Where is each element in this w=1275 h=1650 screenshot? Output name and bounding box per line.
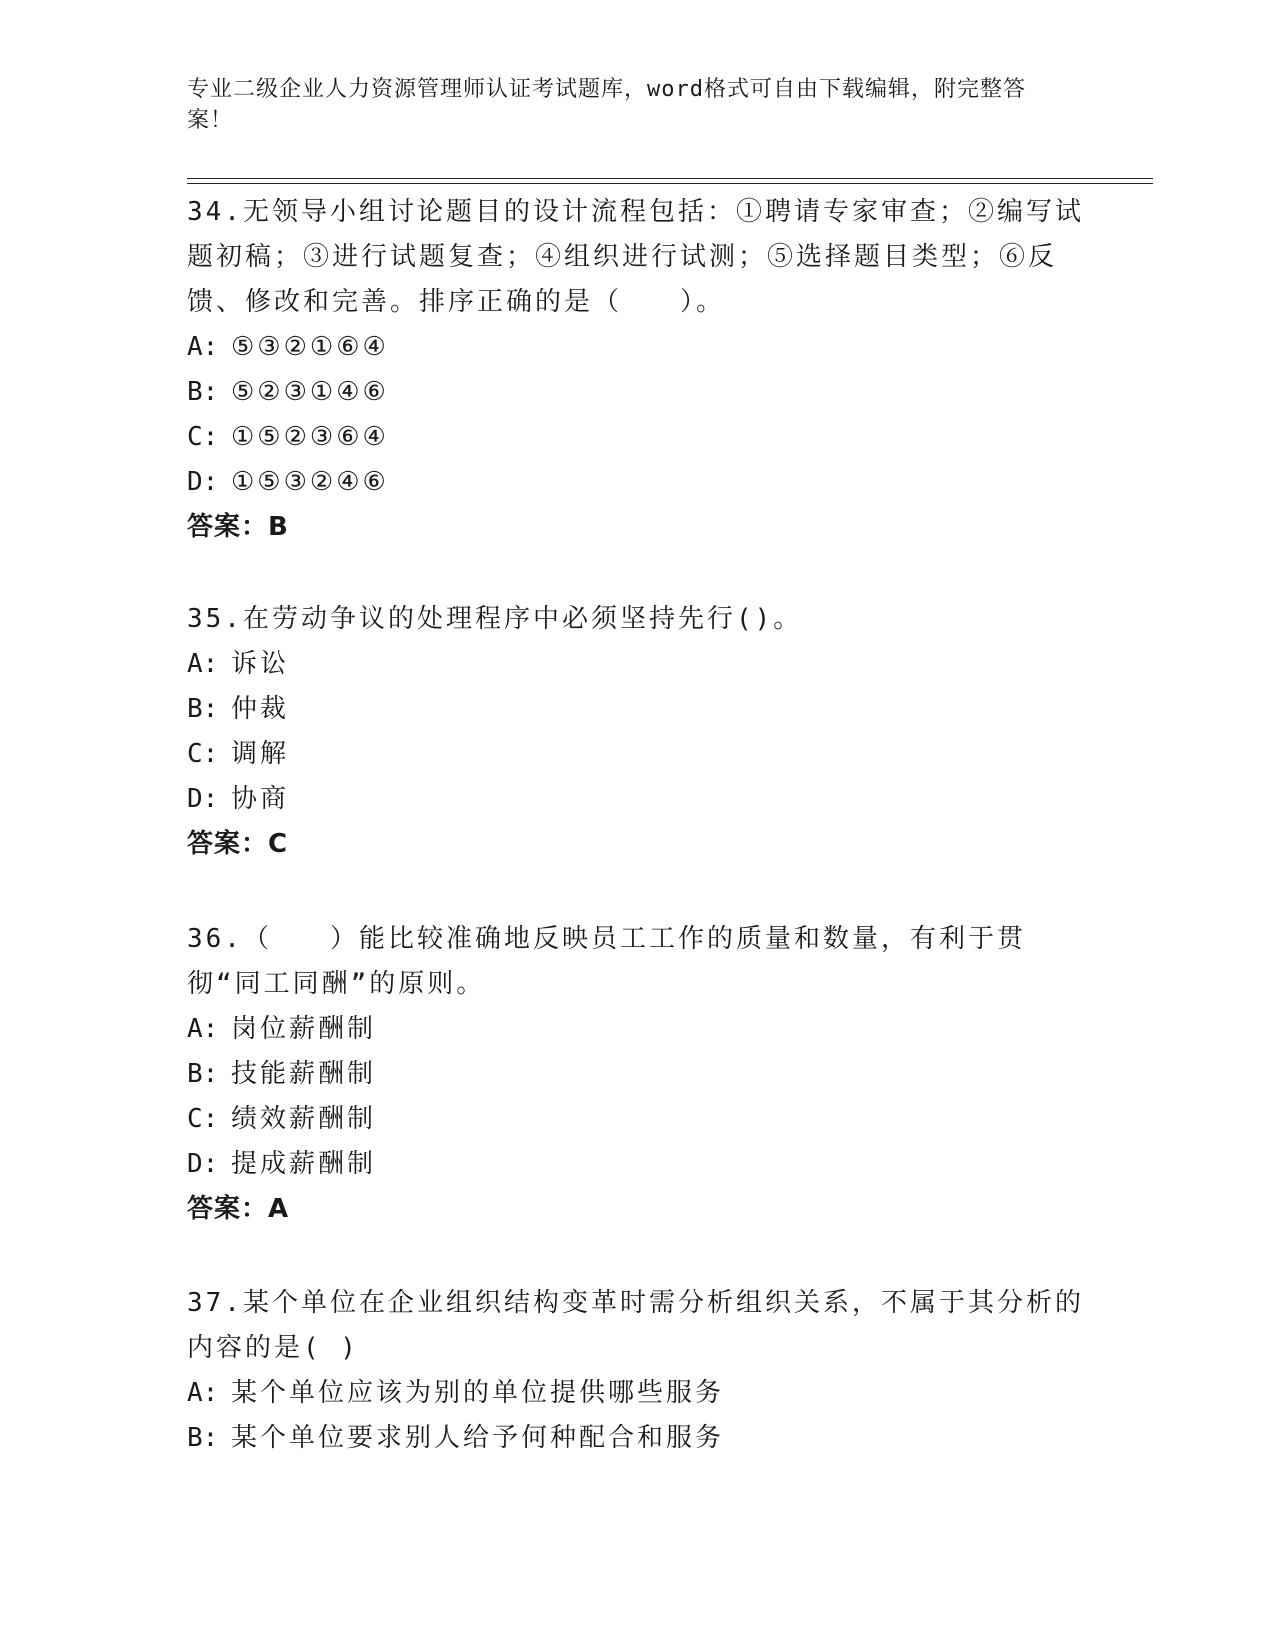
option-letter: C: <box>187 739 219 769</box>
option-text: 仲裁 <box>231 694 290 724</box>
option-text: ①⑤③②④⑥ <box>231 467 389 497</box>
option-c <box>187 732 1087 777</box>
option-b <box>187 1052 1087 1097</box>
option-letter: A: <box>187 1378 219 1408</box>
option-text: 协商 <box>231 784 290 814</box>
option-d <box>187 1142 1087 1187</box>
option-d <box>187 460 1087 505</box>
question-stem: 34.无领导小组讨论题目的设计流程包括：①聘请专家审查；②编写试题初稿；③进行试题复查；④组织进行试测；⑤选择题目类型；⑥反馈、修改和完善。排序正确的是（ ）。 <box>187 197 1084 317</box>
question-stem: 35.在劳动争议的处理程序中必须坚持先行()。 <box>187 604 803 634</box>
option-letter: A: <box>187 649 219 679</box>
option-text: 技能薪酬制 <box>231 1059 377 1089</box>
option-a <box>187 1371 1087 1416</box>
option-letter: C: <box>187 1104 219 1134</box>
option-c <box>187 1097 1087 1142</box>
option-letter: D: <box>187 784 219 814</box>
option-letter: B: <box>187 377 219 407</box>
question-35 <box>187 597 1087 867</box>
question-34 <box>187 190 1087 550</box>
option-a <box>187 1007 1087 1052</box>
option-text: 岗位薪酬制 <box>231 1014 377 1044</box>
answer-line: 答案：B <box>187 512 289 542</box>
option-letter: A: <box>187 1014 219 1044</box>
header-divider-bottom <box>187 183 1153 184</box>
option-text: ⑤③②①⑥④ <box>231 332 389 362</box>
option-text: 提成薪酬制 <box>231 1149 377 1179</box>
option-b <box>187 687 1087 732</box>
option-c <box>187 415 1087 460</box>
question-stem: 37.某个单位在企业组织结构变革时需分析组织关系，不属于其分析的内容的是( ) <box>187 1288 1084 1363</box>
option-letter: A: <box>187 332 219 362</box>
option-b <box>187 1416 1087 1461</box>
question-stem: 36.（ ）能比较准确地反映员工工作的质量和数量，有利于贯彻“同工同酬”的原则。 <box>187 924 1026 999</box>
answer-line: 答案：A <box>187 1194 290 1224</box>
option-text: 诉讼 <box>231 649 290 679</box>
question-37 <box>187 1281 1087 1461</box>
option-a <box>187 325 1087 370</box>
option-text: 绩效薪酬制 <box>231 1104 377 1134</box>
option-text: 某个单位应该为别的单位提供哪些服务 <box>231 1378 725 1408</box>
option-b <box>187 370 1087 415</box>
option-d <box>187 777 1087 822</box>
option-letter: B: <box>187 1059 219 1089</box>
option-letter: B: <box>187 694 219 724</box>
header-divider-top <box>187 178 1153 179</box>
option-text: ⑤②③①④⑥ <box>231 377 389 407</box>
option-letter: C: <box>187 422 219 452</box>
option-letter: B: <box>187 1423 219 1453</box>
document-header: 专业二级企业人力资源管理师认证考试题库，word格式可自由下载编辑，附完整答案！ <box>187 77 1026 133</box>
option-text: 调解 <box>231 739 290 769</box>
question-36 <box>187 917 1087 1232</box>
option-text: ①⑤②③⑥④ <box>231 422 389 452</box>
answer-line: 答案：C <box>187 829 289 859</box>
option-letter: D: <box>187 1149 219 1179</box>
option-letter: D: <box>187 467 219 497</box>
option-text: 某个单位要求别人给予何种配合和服务 <box>231 1423 725 1453</box>
option-a <box>187 642 1087 687</box>
